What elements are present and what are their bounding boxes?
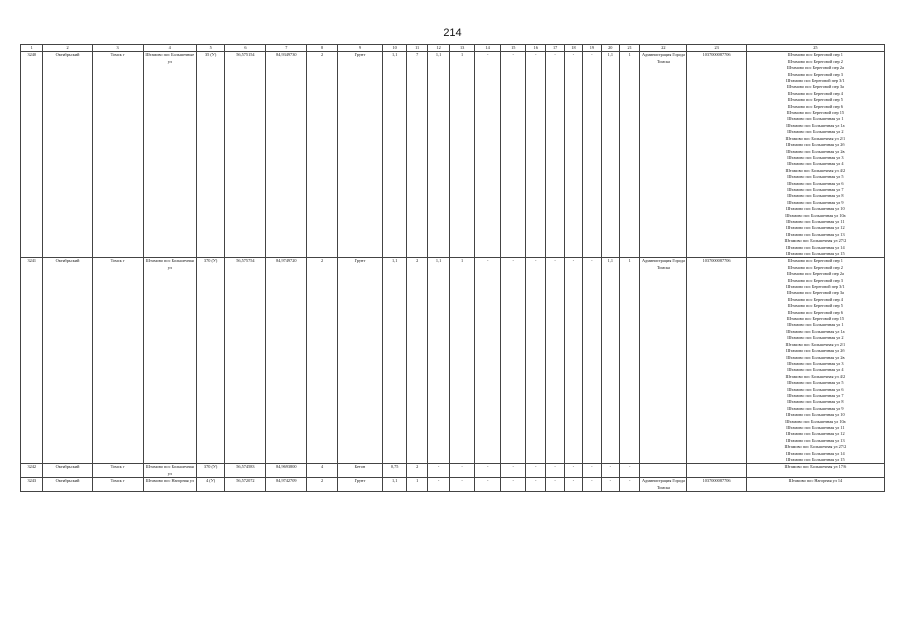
column-number-cell: 23 <box>687 45 746 52</box>
table-cell: - <box>525 478 545 492</box>
column-number-cell: 9 <box>337 45 382 52</box>
table-cell: - <box>501 464 526 478</box>
table-cell: Октябрьский <box>43 258 92 464</box>
table-cell: - <box>546 258 564 464</box>
address-line: Штамово пос Большечная ул 2/1 <box>785 341 846 347</box>
table-cell: - <box>619 464 639 478</box>
address-line: Штамово пос Большечная ул 3 <box>787 154 844 160</box>
table-cell: - <box>450 464 475 478</box>
address-line: Штамово пос Большечная ул 10 <box>786 412 845 418</box>
address-line: Штамово пос Большечная ул 10 <box>786 206 845 212</box>
table-cell: - <box>525 258 545 464</box>
address-line: Штамово пос Большечная ул 4/2 <box>785 373 846 379</box>
address-line: Штамово пос Большечная ул 2б <box>786 142 845 148</box>
table-cell: 2 <box>307 52 338 258</box>
address-line: Штамово пос Большечная ул 15 <box>786 251 845 256</box>
address-line: Штамово пос Большечная ул 12 <box>786 431 845 437</box>
table-cell: - <box>583 478 601 492</box>
address-line: Штамово пос Береговой пер 3 <box>787 71 843 77</box>
table-cell: 1 <box>619 52 639 258</box>
address-line: Штамово пос Большечная ул 2/1 <box>785 135 846 141</box>
column-number-cell: 7 <box>266 45 307 52</box>
table-cell: 370 (У) <box>196 464 225 478</box>
address-line: Штамово пос Большечная ул 10а <box>785 212 846 218</box>
address-line: Штамово пос Береговой пер 3а <box>786 84 844 90</box>
address-line: Штамово пос Большечная ул 5 <box>787 174 844 180</box>
table-cell: 56,575754 <box>225 258 266 464</box>
table-cell: 1 <box>450 52 475 258</box>
column-number-cell: 21 <box>619 45 639 52</box>
table-cell: 370 (У) <box>196 258 225 464</box>
table-cell: - <box>583 464 601 478</box>
address-line: Штамово пос Береговой пер 6 <box>787 103 843 109</box>
address-line: Штамово пос Большечная ул 13 <box>786 231 845 237</box>
table-cell: 7 <box>407 52 427 258</box>
address-line: Штамово пос Большечная ул 1 <box>787 322 844 328</box>
table-cell: - <box>501 258 526 464</box>
table-row <box>21 478 885 492</box>
column-number-cell: 22 <box>640 45 687 52</box>
address-line: Штамово пос Большечная ул 12 <box>786 225 845 231</box>
address-line: Штамово пос Береговой пер 5 <box>787 303 843 309</box>
address-line: Штамово пос Большечная ул 9 <box>787 199 844 205</box>
address-list-cell <box>746 52 884 258</box>
address-line: Штамово пос Большечная ул 2 <box>787 335 844 341</box>
column-number-cell: 20 <box>601 45 619 52</box>
table-cell: 3243 <box>21 478 43 492</box>
address-line: Штамово пос Большечная ул 27/2 <box>784 238 847 244</box>
table-cell: 2 <box>407 464 427 478</box>
table-cell: 84,9693800 <box>266 464 307 478</box>
table-cell: Октябрьский <box>43 464 92 478</box>
address-line: Штамово пос Большечная ул 6 <box>787 180 844 186</box>
table-cell: - <box>474 464 501 478</box>
address-line: Штамово пос Большечная ул 8 <box>787 399 844 405</box>
table-cell: - <box>601 464 619 478</box>
table-cell: Томск г <box>92 258 143 464</box>
table-row <box>21 258 885 464</box>
table-cell: Штамово пос Большечная ул <box>143 258 196 464</box>
column-number-cell: 2 <box>43 45 92 52</box>
address-line: Штамово пос Большечная ул 4 <box>787 161 844 167</box>
table-cell: Грунт <box>337 258 382 464</box>
table-cell: - <box>450 478 475 492</box>
address-line: Штамово пос Большечная ул 11 <box>786 218 845 224</box>
table-cell: Октябрьский <box>43 52 92 258</box>
address-line: Штамово пос Береговой пер 2 <box>787 58 843 64</box>
address-line: Штамово пос Большечная ул 14 <box>786 450 845 456</box>
table-cell: - <box>564 52 582 258</box>
address-line: Штамово пос Береговой пер 1 <box>787 258 843 264</box>
table-cell <box>687 464 746 478</box>
column-number-cell: 11 <box>407 45 427 52</box>
address-line: Штамово пос Большечная ул 15 <box>786 457 845 462</box>
table-cell: 2 <box>307 478 338 492</box>
table-cell: Бетон <box>337 464 382 478</box>
address-line: Штамово пос Береговой пер 3/1 <box>786 78 845 84</box>
column-number-cell: 15 <box>501 45 526 52</box>
page-number: 214 <box>443 27 462 39</box>
column-number-cell: 6 <box>225 45 266 52</box>
column-number-cell: 5 <box>196 45 225 52</box>
table-row <box>21 464 885 478</box>
table-cell: - <box>525 464 545 478</box>
table-cell: 1,1 <box>601 258 619 464</box>
column-number-cell: 14 <box>474 45 501 52</box>
column-number-cell: 1 <box>21 45 43 52</box>
column-number-cell: 10 <box>382 45 407 52</box>
table-cell: 84,9749720 <box>266 258 307 464</box>
address-line: Штамово пос Большечная ул 27/2 <box>784 444 847 450</box>
table-cell: 1,1 <box>427 258 449 464</box>
address-list-cell <box>746 464 884 478</box>
table-cell: 2 <box>407 258 427 464</box>
table-cell: 56,574583 <box>225 464 266 478</box>
table-cell: Администрация Города Томска <box>640 52 687 258</box>
address-line: Штамово пос Береговой пер 4 <box>787 296 843 302</box>
table-cell: 56,572072 <box>225 478 266 492</box>
address-line: Штамово пос Большечная ул 2в <box>786 148 845 154</box>
table-cell: - <box>619 478 639 492</box>
table-cell: 1 <box>450 258 475 464</box>
table-cell: - <box>564 258 582 464</box>
address-line: Штамово пос Береговой пер 15 <box>786 110 845 116</box>
address-line: Штамово пос Большечная ул 2б <box>786 348 845 354</box>
address-line: Штамово пос Береговой пер 4 <box>787 90 843 96</box>
table-cell: Администрация Города Томска <box>640 478 687 492</box>
column-number-cell: 17 <box>546 45 564 52</box>
address-line: Штамово пос Большечная ул 3 <box>787 360 844 366</box>
table-cell: Томск г <box>92 52 143 258</box>
table-cell: 4 <box>307 464 338 478</box>
address-line: Штамово пос Большечная ул 1 <box>787 116 844 122</box>
address-line: Штамово пос Большечная ул 13 <box>786 437 845 443</box>
address-line: Штамово пос Береговой пер 3/1 <box>786 284 845 290</box>
table-cell: 3240 <box>21 52 43 258</box>
address-line: Штамово пос Большечная ул 7 <box>787 392 844 398</box>
table-cell: Томск г <box>92 478 143 492</box>
address-list-cell <box>746 478 884 492</box>
table-cell: 3242 <box>21 464 43 478</box>
column-number-cell: 8 <box>307 45 338 52</box>
table-cell: 4 (У) <box>196 478 225 492</box>
table-cell: Штамово пос Большечные ул <box>143 52 196 258</box>
column-number-row <box>21 45 885 52</box>
address-line: Штамово пос Большечная ул 4 <box>787 367 844 373</box>
table-cell: - <box>501 52 526 258</box>
address-line: Штамово пос Береговой пер 5 <box>787 97 843 103</box>
table-cell: - <box>474 258 501 464</box>
table-cell: 1,1 <box>382 52 407 258</box>
table-cell: Штамово пос Большечная ул <box>143 464 196 478</box>
table-cell <box>640 464 687 478</box>
address-line: Штамово пос Большечная ул 17/6 <box>784 464 847 470</box>
table-cell: 1037000087706 <box>687 258 746 464</box>
address-line: Штамово пос Большечная ул 6 <box>787 386 844 392</box>
column-number-cell: 12 <box>427 45 449 52</box>
table-cell: 56,575154 <box>225 52 266 258</box>
table-cell: - <box>564 478 582 492</box>
address-line: Штамово пос Береговой пер 2 <box>787 264 843 270</box>
table-cell: 1,1 <box>601 52 619 258</box>
table-cell: - <box>525 52 545 258</box>
address-line: Штамово пос Нагорная ул 14 <box>788 478 843 484</box>
table-cell: - <box>474 478 501 492</box>
table-cell: 1037000087706 <box>687 52 746 258</box>
table-cell: 1 <box>407 478 427 492</box>
address-line: Штамово пос Береговой пер 6 <box>787 309 843 315</box>
address-line: Штамово пос Большечная ул 2в <box>786 354 845 360</box>
column-number-cell: 19 <box>583 45 601 52</box>
table-cell: - <box>583 52 601 258</box>
address-line: Штамово пос Большечная ул 7 <box>787 186 844 192</box>
address-line: Штамово пос Береговой пер 3 <box>787 277 843 283</box>
address-line: Штамово пос Большечная ул 9 <box>787 405 844 411</box>
table-cell: 0,75 <box>382 464 407 478</box>
table-row <box>21 52 885 258</box>
column-number-cell: 25 <box>746 45 884 52</box>
address-line: Штамово пос Большечная ул 11 <box>786 424 845 430</box>
table-cell: 1,1 <box>382 258 407 464</box>
table-cell: - <box>546 478 564 492</box>
address-line: Штамово пос Большечная ул 1а <box>786 122 845 128</box>
column-number-cell: 4 <box>143 45 196 52</box>
table-cell: 2 <box>307 258 338 464</box>
table-cell: - <box>501 478 526 492</box>
table-cell: 1,1 <box>382 478 407 492</box>
table-cell: 84,9349730 <box>266 52 307 258</box>
address-line: Штамово пос Береговой пер 3а <box>786 290 844 296</box>
table-cell: 3241 <box>21 258 43 464</box>
address-line: Штамово пос Береговой пер 2а <box>786 271 844 277</box>
address-line: Штамово пос Береговой пер 15 <box>786 316 845 322</box>
column-number-cell: 18 <box>564 45 582 52</box>
table-cell: - <box>564 464 582 478</box>
table-cell: 35 (У) <box>196 52 225 258</box>
table-cell: Томск г <box>92 464 143 478</box>
address-line: Штамово пос Большечная ул 5 <box>787 380 844 386</box>
address-line: Штамово пос Большечная ул 8 <box>787 193 844 199</box>
column-number-cell: 3 <box>92 45 143 52</box>
address-line: Штамово пос Большечная ул 4/2 <box>785 167 846 173</box>
table-cell: Грунт <box>337 52 382 258</box>
table-cell: Администрация Города Томска <box>640 258 687 464</box>
table-cell: 1 <box>619 258 639 464</box>
address-line: Штамово пос Большечная ул 10а <box>785 418 846 424</box>
address-line: Штамово пос Береговой пер 2а <box>786 65 844 71</box>
table-cell: - <box>474 52 501 258</box>
table-cell: Октябрьский <box>43 478 92 492</box>
address-list-cell <box>746 258 884 464</box>
table-cell: - <box>583 258 601 464</box>
table-cell: 1037000087706 <box>687 478 746 492</box>
address-line: Штамово пос Большечная ул 1а <box>786 328 845 334</box>
table-cell: - <box>427 464 449 478</box>
table-cell: 1,1 <box>427 52 449 258</box>
address-line: Штамово пос Большечная ул 2 <box>787 129 844 135</box>
table-cell: Штамово пос Нагорная ул <box>143 478 196 492</box>
table-cell: - <box>601 478 619 492</box>
table-cell: - <box>546 464 564 478</box>
column-number-cell: 13 <box>450 45 475 52</box>
table-cell: 84,9742709 <box>266 478 307 492</box>
address-line: Штамово пос Береговой пер 1 <box>787 52 843 58</box>
table-cell: - <box>427 478 449 492</box>
column-number-cell: 16 <box>525 45 545 52</box>
registry-table <box>20 44 885 492</box>
table-cell: Грунт <box>337 478 382 492</box>
address-line: Штамово пос Большечная ул 14 <box>786 244 845 250</box>
table-cell: - <box>546 52 564 258</box>
